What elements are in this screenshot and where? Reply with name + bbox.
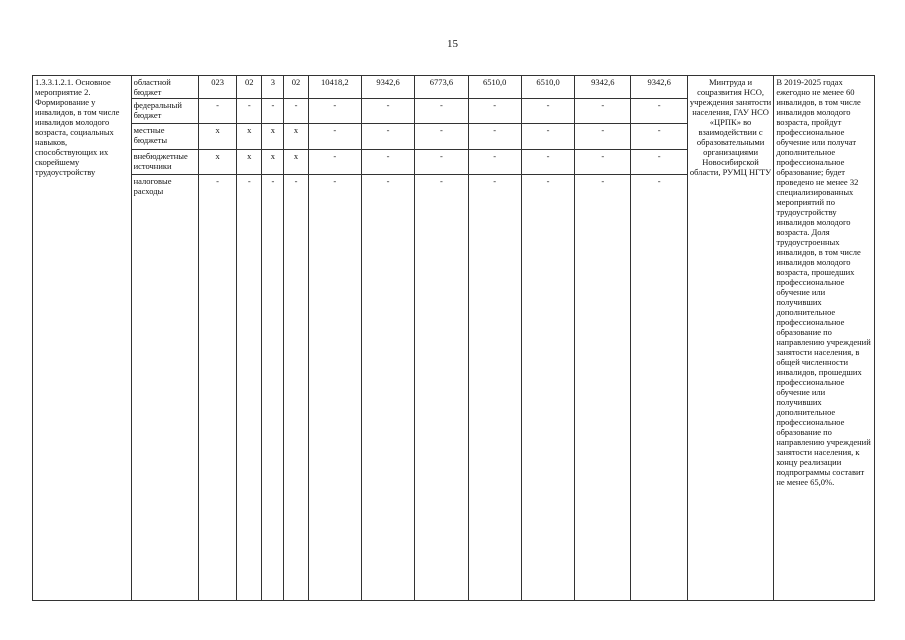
value-cell: - [262, 174, 284, 600]
funding-source: федеральный бюджет [131, 99, 198, 124]
value-cell: - [262, 99, 284, 124]
value-cell: - [284, 99, 308, 124]
value-cell: - [361, 149, 414, 174]
value-cell: х [262, 149, 284, 174]
value-cell: 6510,0 [468, 76, 521, 99]
value-cell: - [308, 149, 361, 174]
value-cell: - [575, 124, 631, 149]
value-cell: 6773,6 [415, 76, 468, 99]
table-row [33, 76, 875, 99]
value-cell: - [575, 149, 631, 174]
value-cell: - [198, 99, 236, 124]
value-cell: - [631, 99, 687, 124]
value-cell: 02 [237, 76, 262, 99]
value-cell: - [521, 124, 574, 149]
value-cell: - [237, 174, 262, 600]
value-cell: - [575, 174, 631, 600]
value-cell: 9342,6 [575, 76, 631, 99]
task-title-cell: 1.3.3.1.2.1. Основное мероприятие 2. Формирование у инвалидов, в том числе инвалидов молодого возраста, социальных навыков, способствующих их скорейшему трудоустройству [33, 76, 132, 601]
funding-source: налоговые расходы [131, 174, 198, 600]
value-cell: - [415, 174, 468, 600]
value-cell: 02 [284, 76, 308, 99]
value-cell: - [631, 149, 687, 174]
value-cell: - [198, 174, 236, 600]
value-cell: х [198, 124, 236, 149]
value-cell: 9342,6 [361, 76, 414, 99]
value-cell: - [468, 99, 521, 124]
value-cell: - [631, 174, 687, 600]
value-cell: х [284, 149, 308, 174]
executors-cell: Минтруда и соцразвития НСО, учреждения занятости населения, ГАУ НСО «ЦРПК» во взаимодействии с образовательными организациями Новосибирской области, РУМЦ НГТУ [687, 76, 774, 601]
value-cell: х [198, 149, 236, 174]
value-cell: - [468, 124, 521, 149]
value-cell: - [308, 174, 361, 600]
value-cell: х [237, 149, 262, 174]
result-cell: В 2019-2025 годах ежегодно не менее 60 инвалидов, в том числе инвалидов молодого возраста, пройдут профессиональное обучение или получат дополнительное профессиональное образование; будет проведено не менее 32 специализированных мероприятий по трудоустройству инвалидов молодого возраста. Доля трудоустроенных инвалидов, в том числе инвалидов молодого возраста, прошедших профессиональное обучение или получивших дополнительное профессиональное образование по направлению учреждений занятости населения, в общей численности инвалидов, прошедших профессиональное обучение или получивших дополнительное профессиональное образование по направлению учреждений занятости населения, к концу реализации подпрограммы составит не менее 65,0%. [774, 76, 875, 601]
value-cell: - [631, 124, 687, 149]
value-cell: - [415, 124, 468, 149]
value-cell: - [361, 124, 414, 149]
value-cell: х [284, 124, 308, 149]
value-cell: 6510,0 [521, 76, 574, 99]
value-cell: - [415, 149, 468, 174]
value-cell: - [521, 99, 574, 124]
value-cell: - [361, 99, 414, 124]
page-number: 15 [447, 38, 458, 50]
value-cell: - [521, 149, 574, 174]
value-cell: 3 [262, 76, 284, 99]
funding-source: местные бюджеты [131, 124, 198, 149]
value-cell: х [262, 124, 284, 149]
value-cell: 9342,6 [631, 76, 687, 99]
value-cell: 023 [198, 76, 236, 99]
funding-source: областной бюджет [131, 76, 198, 99]
value-cell: - [415, 99, 468, 124]
value-cell: - [575, 99, 631, 124]
value-cell: х [237, 124, 262, 149]
value-cell: - [284, 174, 308, 600]
value-cell: - [468, 174, 521, 600]
value-cell: - [237, 99, 262, 124]
value-cell: - [308, 124, 361, 149]
value-cell: - [361, 174, 414, 600]
value-cell: - [308, 99, 361, 124]
value-cell: - [521, 174, 574, 600]
program-table [32, 75, 875, 601]
value-cell: 10418,2 [308, 76, 361, 99]
value-cell: - [468, 149, 521, 174]
funding-source: внебюджетные источники [131, 149, 198, 174]
